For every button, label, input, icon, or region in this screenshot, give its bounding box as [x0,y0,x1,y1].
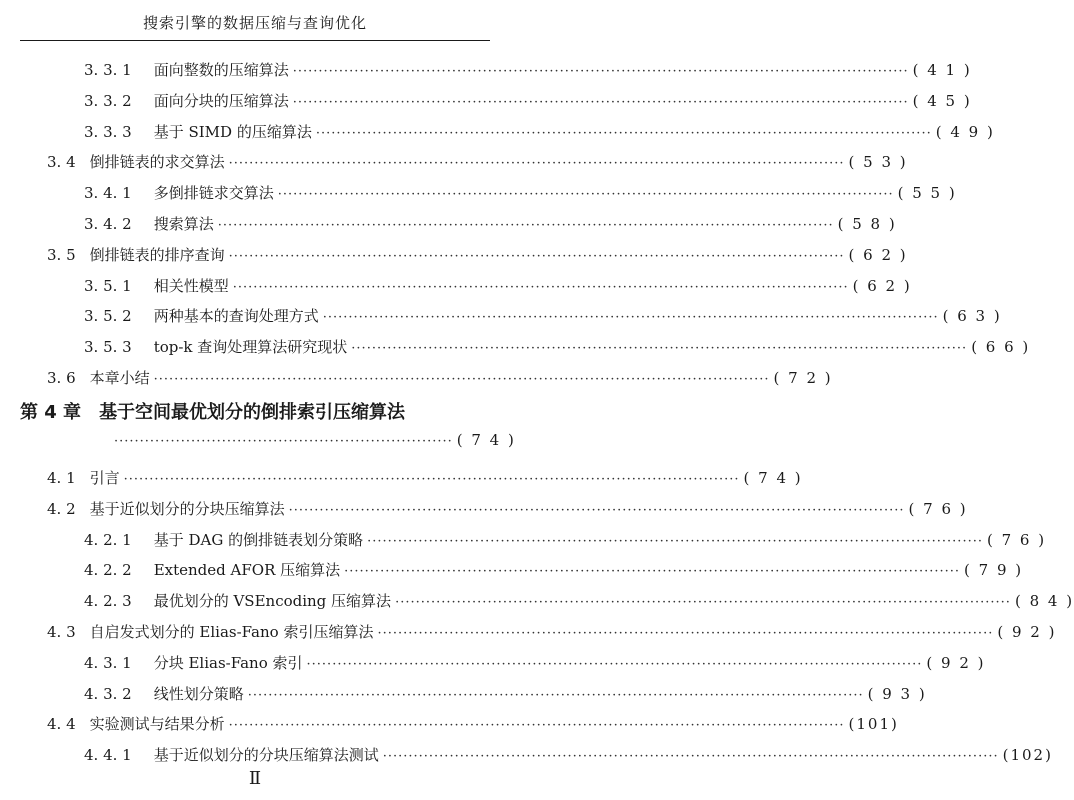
toc-entry-title: 搜索算法 [153,215,214,233]
toc-entry [47,368,833,390]
dot-leader: ························································································································ [228,718,845,734]
toc-entry-title: 线性划分策略 [153,684,244,703]
dot-leader: ························································································································ [288,502,905,518]
dot-leader: ························································································································ [123,472,740,487]
toc-entry-title: 两种基本的查询处理方式 [153,307,319,326]
toc-entry-title: 面向整数的压缩算法 [153,61,289,79]
toc-entry [47,245,908,267]
toc-entry-number: 4. 2 [47,499,76,518]
dot-leader: ························································································································ [228,248,845,264]
dot-leader: ························································································································ [367,533,983,549]
toc-entry-number: 3. 5. 2 [84,307,132,326]
toc-entry [84,91,972,113]
toc-entry-title: 自启发式划分的 Elias-Fano 索引压缩算法 [89,623,374,641]
toc-entry-number: 3. 4. 2 [84,215,132,233]
toc-entry [84,745,1053,767]
toc-entry-number: 3. 5. 1 [84,276,132,295]
toc-entry [84,560,1024,582]
dot-leader: ························································································································ [292,64,909,79]
toc-entry-page: ( 9 2 ) [997,623,1057,641]
toc-entry-page: ( 8 4 ) [1014,592,1074,611]
toc-entry-page: ( 6 6 ) [971,338,1031,357]
toc-entry-page: ( 9 2 ) [926,653,986,672]
chapter-page: ( 7 4 ) [456,431,516,449]
toc-entry-number: 4. 2. 1 [84,530,132,549]
toc-entry-title: 基于 SIMD 的压缩算法 [153,122,312,141]
toc-entry [84,183,957,205]
toc-entry-number: 3. 3. 2 [84,91,132,110]
toc-entry-title: 基于近似划分的分块压缩算法 [89,499,285,518]
toc-entry-number: 4. 1 [47,469,76,487]
toc-entry [84,276,912,298]
toc-entry-number: 3. 5. 3 [84,338,132,357]
dot-leader: ························································································································ [322,310,939,326]
toc-entry-number: 4. 3 [47,623,76,641]
toc-entry-title: 引言 [89,469,120,487]
toc-entry-number: 3. 3. 3 [84,122,132,141]
toc-entry [84,306,1002,328]
toc-entry-page: ( 6 2 ) [848,245,908,264]
toc-entry-number: 4. 4. 1 [84,746,132,765]
dot-leader: ························································································································ [344,564,961,580]
toc-entry-page: ( 5 8 ) [837,215,897,233]
chapter-page-row [110,430,516,452]
toc-entry [84,122,995,144]
toc-entry-number: 3. 3. 1 [84,61,132,79]
toc-entry-number: 3. 6 [47,369,76,387]
toc-entry-number: 4. 3. 2 [84,684,132,703]
toc-entry-title: 面向分块的压缩算法 [153,91,289,110]
chapter-heading [20,398,405,424]
toc-entry-number: 3. 5 [47,245,76,264]
toc-entry [84,591,1074,613]
toc-entry [47,499,968,521]
dot-leader: ························································································································ [351,341,968,357]
toc-entry [84,684,927,706]
toc-entry-page: ( 4 1 ) [912,61,972,79]
toc-entry-title: 分块 Elias-Fano 索引 [153,653,303,672]
toc-entry-number: 4. 2. 2 [84,561,132,580]
dot-leader: ························································································································ [382,749,999,765]
toc-entry-page: ( 9 3 ) [867,684,927,703]
toc-entry-title: 多倒排链求交算法 [153,184,274,203]
toc-entry-page: ( 4 9 ) [935,122,995,141]
dot-leader: ························································································································ [395,595,1011,611]
toc-entry-title: 倒排链表的求交算法 [89,153,225,172]
toc-entry-number: 4. 2. 3 [84,592,132,611]
toc-entry-page: ( 4 5 ) [912,91,972,110]
chapter-label: 第 4 章 [20,402,82,423]
toc-entry [47,622,1057,644]
toc-entry-title: top-k 查询处理算法研究现状 [153,338,348,357]
toc-entry-number: 4. 3. 1 [84,653,132,672]
toc-entry-title: 倒排链表的排序查询 [89,245,225,264]
toc-entry-number: 3. 4. 1 [84,184,132,203]
toc-entry-page: ( 7 6 ) [986,530,1047,549]
dot-leader: ························································································································ [228,156,845,172]
dot-leader: ························································································································ [153,372,770,387]
toc-entry-title: 实验测试与结果分析 [89,715,225,734]
running-header: 搜索引擎的数据压缩与查询优化 [142,14,367,32]
toc-entry-page: ( 5 3 ) [848,153,908,172]
toc-entry-page: ( 7 4 ) [743,469,803,487]
toc-entry [84,530,1047,552]
toc-entry-title: 相关性模型 [153,276,229,295]
toc-entry [47,714,899,736]
toc-entry-page: (102) [1002,746,1053,765]
toc-entry-title: 最优划分的 VSEncoding 压缩算法 [153,592,392,611]
toc-entry [84,337,1031,359]
dot-leader: ························································································································ [377,626,994,641]
toc-entry [47,468,803,490]
toc-entry-page: ( 6 2 ) [852,276,912,295]
toc-entry [47,152,908,174]
toc-entry-title: 基于近似划分的分块压缩算法测试 [153,746,379,765]
dot-leader: ························································································································ [217,218,834,233]
toc-entry-title: Extended AFOR 压缩算法 [153,561,341,580]
toc-entry-number: 3. 4 [47,153,76,172]
dot-leader: ························································································································ [306,656,923,672]
toc-entry-page: (101) [848,715,899,734]
toc-entry [84,653,986,675]
folio: Ⅱ [248,768,262,789]
dot-leader: ························································································································ [232,279,849,295]
toc-entry-title: 基于 DAG 的倒排链表划分策略 [153,530,364,549]
toc-entry [84,214,897,236]
toc-entry-page: ( 7 6 ) [908,499,968,518]
dot-leader: ························································································································ [247,687,864,703]
dot-leader: ························································································································ [277,187,894,203]
toc-entry-page: ( 6 3 ) [942,307,1002,326]
toc-entry-number: 4. 4 [47,715,76,734]
dot-leader: ·································································· [114,434,453,449]
dot-leader: ························································································································ [315,125,932,141]
toc-entry-title: 本章小结 [89,369,150,387]
toc-entry-page: ( 7 9 ) [964,561,1024,580]
toc-entry-page: ( 5 5 ) [897,184,957,203]
toc-entry-page: ( 7 2 ) [773,369,833,387]
toc-entry [84,60,972,82]
chapter-title: 基于空间最优划分的倒排索引压缩算法 [99,402,406,423]
dot-leader: ························································································································ [292,94,909,110]
